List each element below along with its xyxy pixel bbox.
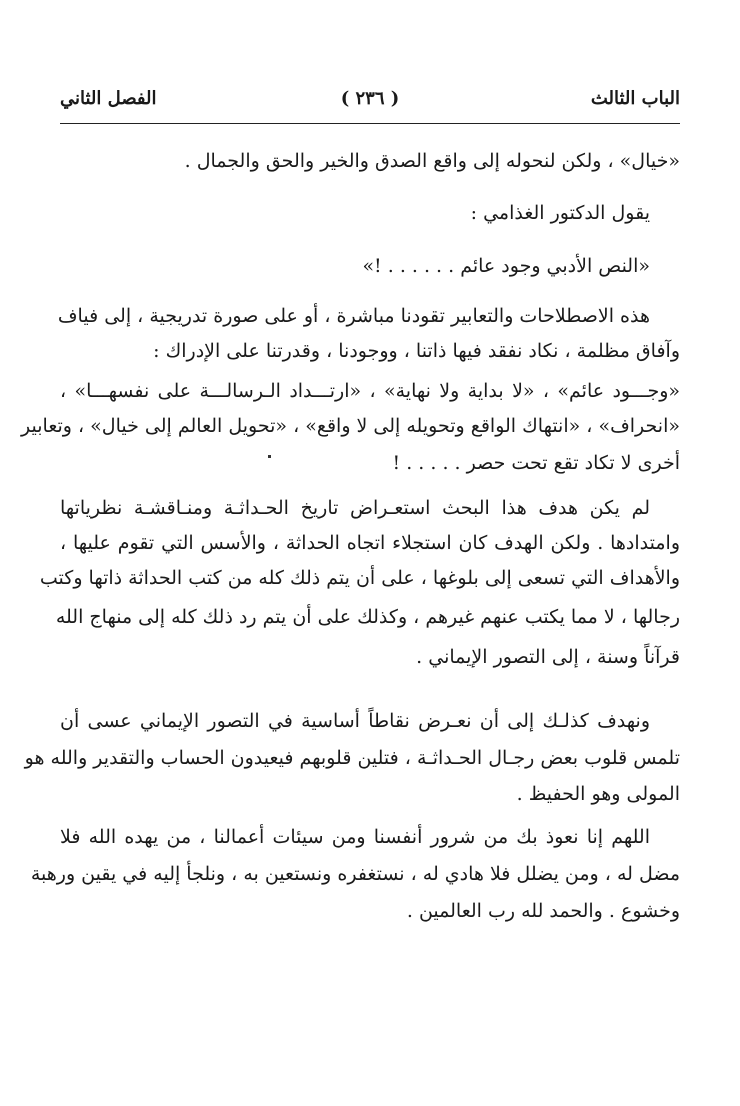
text-line: وخشوع . والحمد لله رب العالمين . bbox=[406, 900, 680, 922]
chapter-title: الفصل الثاني bbox=[60, 88, 157, 109]
text-line: تلمس قلوب بعض رجـال الحـداثـة ، فتلين قلوبهم فيعيدون الحساب والتقدير والله هو bbox=[24, 747, 680, 769]
text-line: يقول الدكتور الغذامي : bbox=[470, 202, 650, 224]
text-line: ونهدف كذلـك إلى أن نعـرض نقاطاً أساسية في التصور الإيماني عسى أن bbox=[60, 710, 650, 732]
text-line: وامتدادها . ولكن الهدف كان استجلاء اتجاه الحداثة ، والأسس التي تقوم عليها ، bbox=[60, 532, 680, 554]
text-line: «خيال» ، ولكن لنحوله إلى واقع الصدق والخير والحق والجمال . bbox=[184, 150, 680, 172]
text-line: رجالها ، لا مما يكتب عنهم غيرهم ، وكذلك على أن يتم رد ذلك كله إلى منهاج الله bbox=[55, 606, 680, 628]
page-header bbox=[60, 84, 680, 120]
text-line: والأهداف التي تسعى إلى بلوغها ، على أن يتم ذلك كله من كتب الحداثة ذاتها وكتب bbox=[39, 567, 680, 589]
text-line: اللهم إنا نعوذ بك من شرور أنفسنا ومن سيئات أعمالنا ، من يهده الله فلا bbox=[60, 826, 650, 848]
text-line: وآفاق مظلمة ، نكاد نفقد فيها ذاتنا ، ووجودنا ، وقدرتنا على الإدراك : bbox=[153, 340, 680, 362]
text-line: أخرى لا تكاد تقع تحت حصر . . . . . ! bbox=[392, 452, 680, 474]
text-line: قرآناً وسنة ، إلى التصور الإيماني . bbox=[416, 646, 680, 668]
text-line: «انحراف» ، «انتهاك الواقع وتحويله إلى لا واقع» ، «تحويل العالم إلى خيال» ، وتعابير bbox=[21, 415, 680, 437]
page-number: ( ٢٣٦ ) bbox=[340, 88, 400, 109]
section-title: الباب الثالث bbox=[590, 88, 680, 109]
text-line: مضل له ، ومن يضلل فلا هادي له ، نستغفره ونستعين به ، ونلجأ إليه في يقين ورهبة bbox=[30, 863, 680, 885]
text-line: المولى وهو الحفيظ . bbox=[516, 783, 680, 805]
header-rule bbox=[60, 123, 680, 124]
stray-dot bbox=[268, 455, 271, 458]
quote-line: «النص الأدبي وجود عائم . . . . . . !» bbox=[362, 255, 650, 277]
text-line: هذه الاصطلاحات والتعابير تقودنا مباشرة ، أو على صورة تدريجية ، إلى فياف bbox=[57, 305, 650, 327]
text-line: «وجـــود عائم» ، «لا بداية ولا نهاية» ، «ارتـــداد الـرسالـــة على نفسهـــا» ، bbox=[60, 380, 680, 402]
text-line: لم يكن هدف هذا البحث استعـراض تاريخ الحـداثـة ومنـاقشـة نظرياتها bbox=[60, 497, 650, 519]
